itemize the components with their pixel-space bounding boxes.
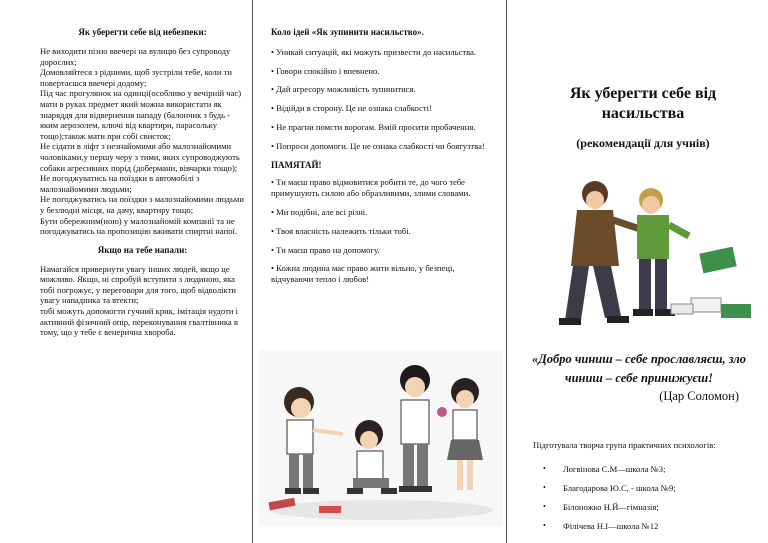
remember-item: • Твоя власність належить тільки тобі. — [271, 225, 411, 236]
safety-heading: Як уберегти себе від небезпеки: — [78, 27, 207, 37]
credit-item — [533, 459, 765, 478]
bullying-illustration — [521, 170, 761, 330]
idea-item: • Відійди в сторону. Це не ознака слабкості! — [271, 103, 432, 114]
bullet-icon: • — [543, 502, 546, 511]
middle-panel — [252, 0, 507, 543]
ideas-heading: Коло ідей «Як зупинити насильство». — [271, 27, 424, 37]
credit-item — [533, 478, 765, 497]
brochure-title: Як уберегти себе від насильства — [569, 85, 717, 122]
safety-tip: Не погоджуватись на поїздки з малознайомими людьми у безлюдні місця, на дачу, квартиру тощо; — [40, 194, 244, 215]
remember-item: • Ти маєш право на допомогу. — [271, 244, 380, 255]
safety-tip: Бути обережним(ною) у малознайомій компанії та не погоджуватись на пропозицію вживати спиртні напої. — [40, 215, 238, 237]
idea-item: • Уникай ситуацій, які можуть призвести до насильства. — [271, 46, 477, 57]
credit-text: Білоножко Н.Й—гімназія; — [563, 501, 659, 512]
left-panel — [0, 0, 252, 543]
bullet-icon: • — [543, 483, 546, 492]
right-panel — [507, 0, 768, 543]
credits-heading: Підготувала творча група практичних психологів: — [533, 440, 716, 450]
remember-item: • Кожна людина має право жити вільно, у безпеці, відчуваючи тепло і любов! — [271, 263, 455, 285]
bullet-icon: • — [543, 464, 546, 473]
credit-text: Логвінова С.М—школа №3; — [563, 463, 666, 474]
idea-item: • Говори спокійно і впевнено. — [271, 65, 380, 76]
remember-item: • Ми подібні, але всі різні. — [271, 206, 368, 217]
idea-item: • Попроси допомоги. Це не ознака слабкості чи боягузтва! — [271, 140, 485, 151]
safety-tip: Не сідати в ліфт з незнайомими або малознайомими чоловіками,у першу черу з тими, яких супроводжують собаки агресивних порід (добермани, вівчарки тощо); — [40, 141, 240, 173]
safety-tip: Під час прогулянок на одинці(особливо у вечірній час) мати в руках предмет який можна використати як знаряддя для відвернення нападу (балончик з будь - яким аерозолем, ключі від квартири, парасольку тощо);також мати при собі свисток; — [40, 88, 242, 141]
idea-item: • Дай агресору можливість зупинитися. — [271, 84, 416, 95]
credit-item — [533, 516, 765, 535]
safety-tip: Не погоджуватись на поїздки в автомобілі з малознайомими людьми; — [40, 173, 200, 194]
remember-heading: ПАМЯТАЙ! — [271, 159, 322, 170]
kids-illustration — [259, 350, 503, 526]
brochure-subtitle: (рекомендації для учнів) — [576, 136, 710, 150]
attacked-tip: тобі можуть допомогти гучний крик, імітація нудоти і активний фізичний опір, переконування гвалтівника в тому, що у тебе є венерична хвороба. — [40, 306, 238, 338]
solomon-quote: «Добро чиниш – себе прославляєш, зло чиниш – себе принижуєш! — [531, 352, 747, 385]
credit-text: Філічева Н.І—школа №12 — [563, 520, 659, 531]
attacked-tip: Намагайся привернути увагу інших людей, якщо це можливо. Якщо, ні спробуй вступити з людиною, яка тобі погрожує, у переговори для того, щоб відволікти увагу нападника та втекти; — [40, 263, 236, 306]
credits-block — [533, 440, 765, 535]
credit-text: Благодарова Ю.С, - школа №9; — [563, 482, 676, 493]
safety-tip: Домовляйтеся з рідними, щоб зустріли тебе, коли ти повертаєшся ввечері додому; — [40, 67, 232, 88]
quote-author: (Цар Соломон) — [659, 389, 739, 403]
credit-item — [533, 497, 765, 516]
attacked-heading: Якщо на тебе напали: — [97, 244, 188, 255]
safety-tip: Не виходити пізно ввечері на вулицю без супроводу дорослих; — [40, 46, 231, 67]
remember-item: • Ти маєш право відмовитися робити те, до чого тебе примушують силою або образливими, злими словами. — [271, 177, 471, 199]
bullet-icon: • — [543, 521, 546, 530]
idea-item: • Не прагни помсти ворогам. Вмій просити пробачення. — [271, 121, 476, 132]
